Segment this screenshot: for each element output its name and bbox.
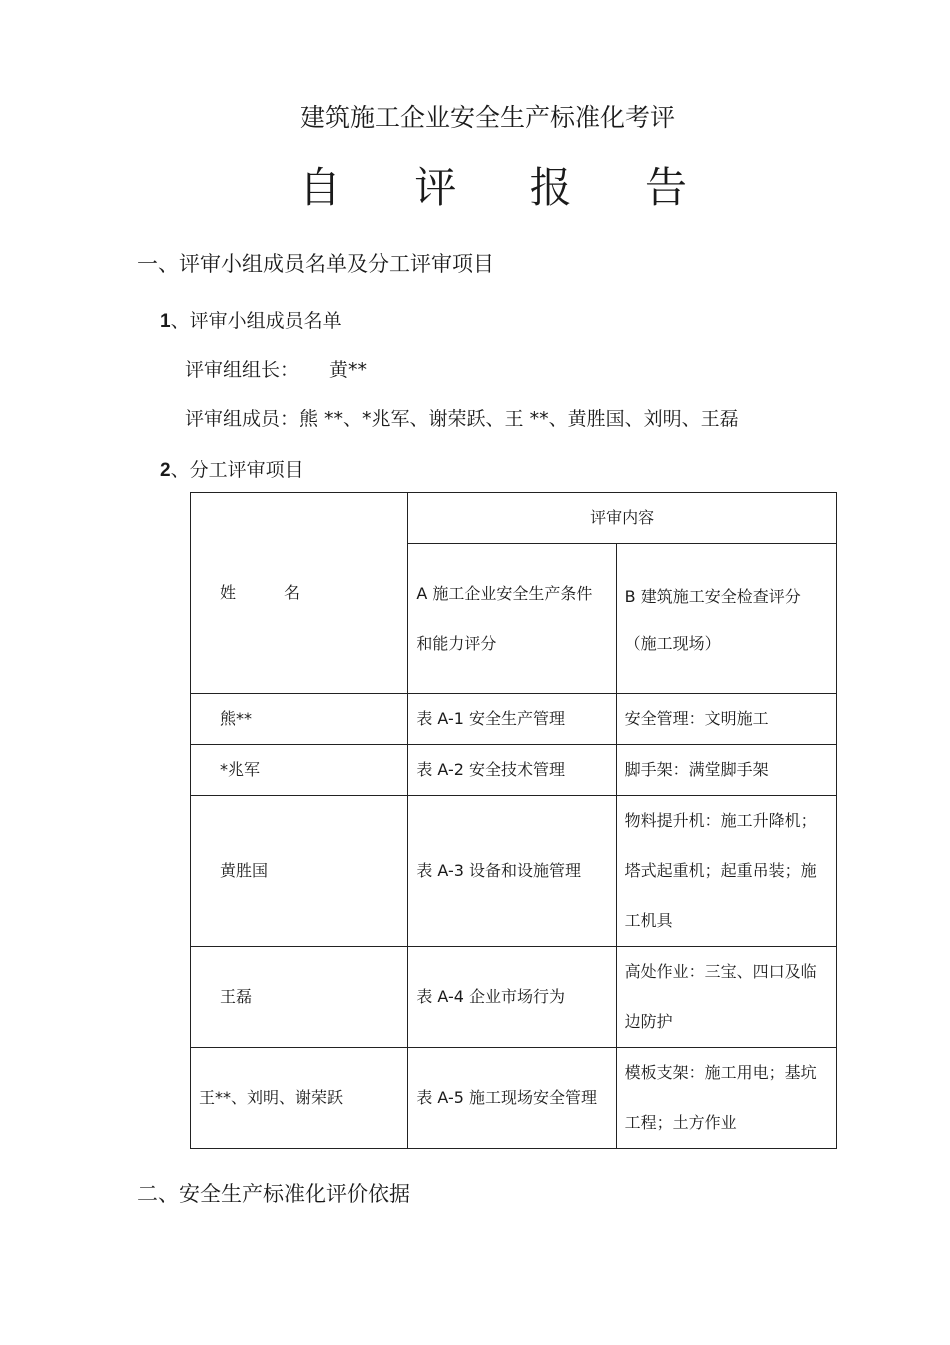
row-2-a: 表 A-2 安全技术管理	[408, 745, 616, 796]
header-col-a: A 施工企业安全生产条件和能力评分	[408, 544, 616, 694]
table-row	[191, 1048, 837, 1149]
row-2-name: *兆军	[191, 745, 408, 796]
header-col-b-note: （施工现场）	[624, 633, 721, 653]
header-review-content: 评审内容	[408, 493, 837, 544]
table-row	[191, 745, 837, 796]
item-1-label: 、评审小组成员名单	[170, 310, 342, 332]
row-1-a: 表 A-1 安全生产管理	[408, 694, 616, 745]
item-2-number: 2	[160, 460, 171, 481]
table-row	[191, 947, 837, 1048]
row-3-b: 物料提升机：施工升降机；塔式起重机；起重吊装；施工机具	[616, 796, 836, 947]
header-col-b-main: B 建筑施工安全检查评分	[624, 586, 801, 606]
document-subtitle: 自 评 报 告	[298, 163, 718, 212]
row-2-b: 脚手架：满堂脚手架	[616, 745, 836, 796]
table-header-row	[191, 493, 837, 544]
row-4-a: 表 A-4 企业市场行为	[408, 947, 616, 1048]
row-4-b: 高处作业：三宝、四口及临边防护	[616, 947, 836, 1048]
row-5-a: 表 A-5 施工现场安全管理	[408, 1048, 616, 1149]
row-5-b: 模板支架：施工用电；基坑工程；土方作业	[616, 1048, 836, 1149]
header-name-char-1: 姓	[220, 583, 237, 602]
item-1-number: 1	[160, 311, 171, 332]
header-name-cell	[191, 493, 408, 694]
document-title: 建筑施工企业安全生产标准化考评	[299, 103, 675, 132]
header-col-b	[616, 544, 836, 694]
leader-label: 评审组组长：	[185, 359, 300, 381]
members-line: 评审组成员：熊 **、*兆军、谢荣跃、王 **、黄胜国、刘明、王磊	[185, 408, 739, 430]
section-2-heading: 二、安全生产标准化评价依据	[137, 1182, 410, 1206]
item-2-label: 、分工评审项目	[170, 459, 304, 481]
row-3-name: 黄胜国	[191, 796, 408, 947]
item-2-heading	[160, 455, 304, 482]
item-1-heading	[160, 306, 342, 333]
row-5-name: 王**、刘明、谢荣跃	[191, 1048, 408, 1149]
header-name-char-2: 名	[284, 583, 301, 602]
review-assignment-table	[190, 492, 837, 1149]
row-3-a: 表 A-3 设备和设施管理	[408, 796, 616, 947]
table-row	[191, 694, 837, 745]
row-1-b: 安全管理：文明施工	[616, 694, 836, 745]
section-1-heading: 一、评审小组成员名单及分工评审项目	[137, 252, 494, 276]
row-1-name: 熊**	[191, 694, 408, 745]
leader-line	[185, 355, 367, 382]
leader-value: 黄**	[329, 359, 368, 381]
row-4-name: 王磊	[191, 947, 408, 1048]
table-row	[191, 796, 837, 947]
